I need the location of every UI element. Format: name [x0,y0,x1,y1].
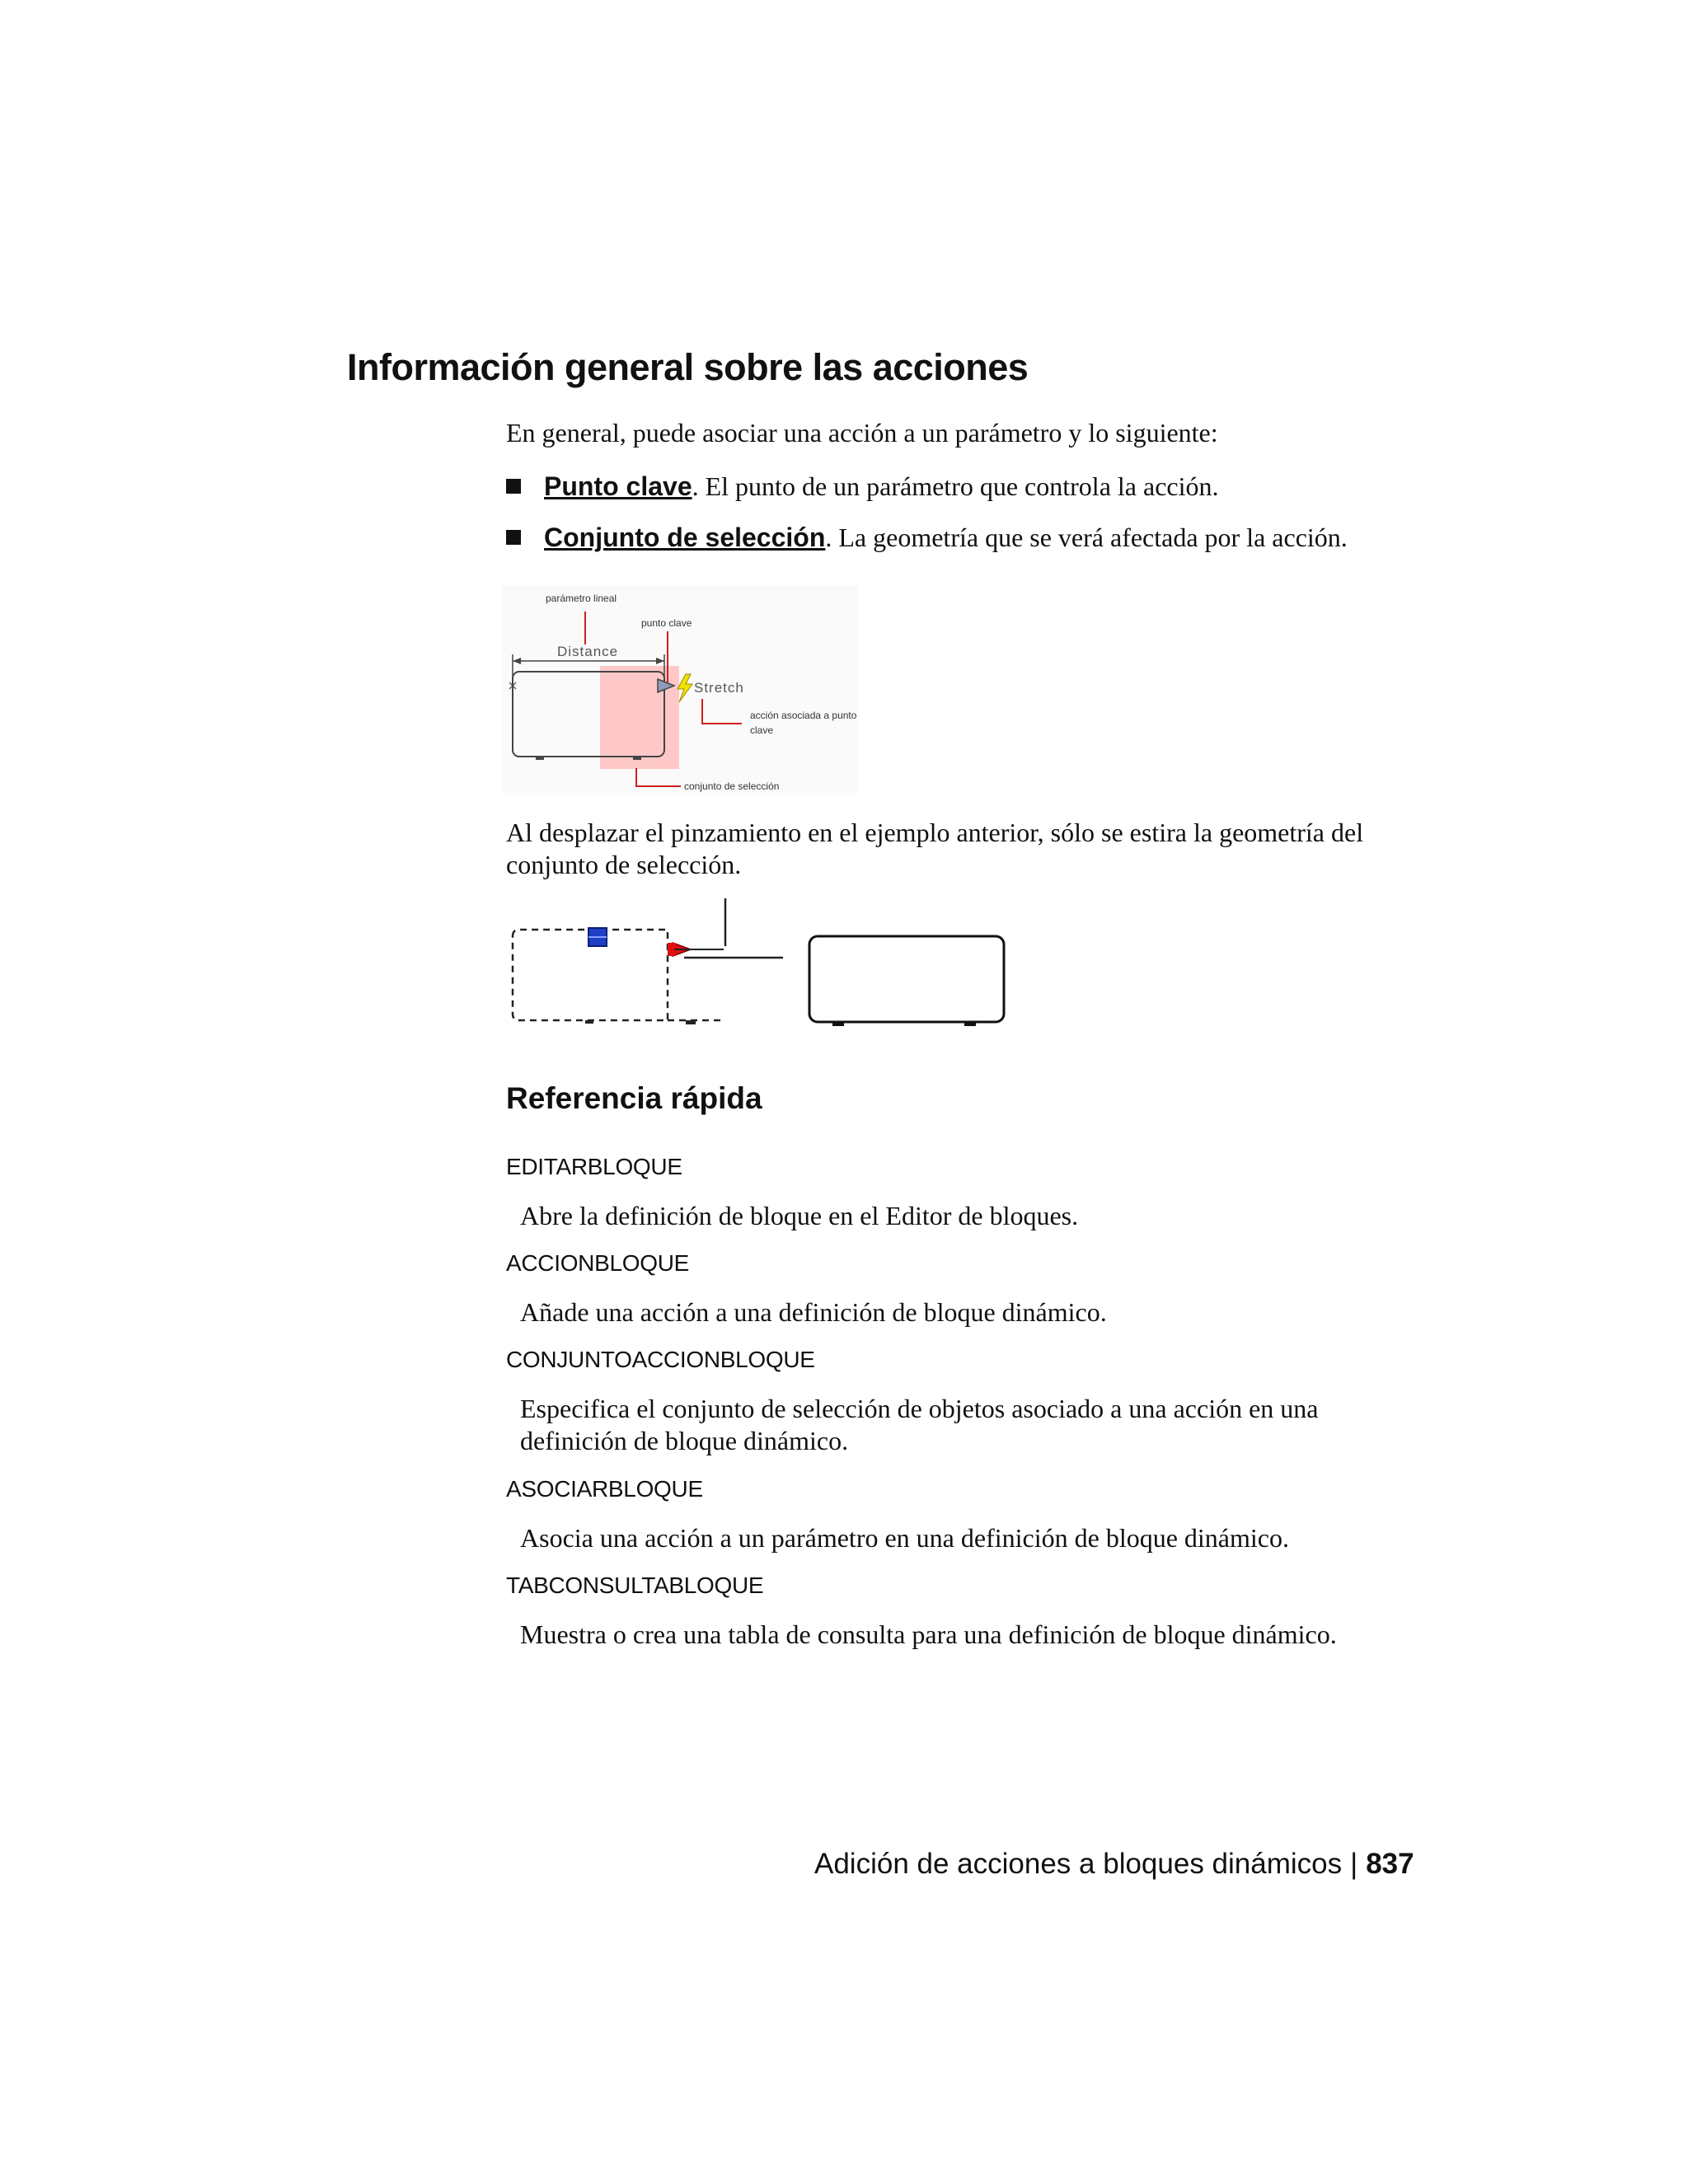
command-description: Asocia una acción a un parámetro en una definición de bloque dinámico. [520,1523,1289,1553]
command-description: Especifica el conjunto de selección de objetos asociado a una acción en una definición de bloque dinámico. [520,1394,1319,1455]
block-foot [633,757,641,760]
label-selection-set: conjunto de selección [684,780,780,792]
page-footer [814,1848,1414,1881]
command-name-link[interactable]: EDITARBLOQUE [506,1154,682,1179]
command-description: Muestra o crea una tabla de consulta para una definición de bloque dinámico. [520,1619,1337,1649]
intro-paragraph: En general, puede asociar una acción a un parámetro y lo siguiente: [506,418,1218,448]
label-stretch: Stretch [694,680,744,696]
key-point-link[interactable]: Punto clave [544,471,692,501]
command-name-link[interactable]: ACCIONBLOQUE [506,1250,689,1276]
label-linear-parameter: parámetro lineal [546,593,617,604]
command-description: Añade una acción a una definición de bloque dinámico. [520,1297,1107,1327]
label-action-line1: acción asociada a punto [750,710,857,721]
quick-reference-heading: Referencia rápida [506,1081,762,1115]
page-number: 837 [1366,1848,1414,1880]
block-foot [832,1022,844,1026]
stretch-explanation-paragraph: Al desplazar el pinzamiento en el ejemplo anterior, sólo se estira la geometría del conjunto de selección. [506,818,1364,879]
block-foot [585,1020,593,1024]
command-name-link[interactable]: TABCONSULTABLOQUE [506,1572,764,1598]
block-foot [536,757,544,760]
stretched-block-geometry [809,936,1004,1022]
bullet-square-icon [506,479,521,494]
footer-separator: | [1350,1848,1358,1880]
stretch-action-diagram [503,585,882,799]
block-foot [964,1022,976,1026]
bullet-text: . La geometría que se verá afectada por la acción. [825,523,1348,552]
bullet-item [506,522,1348,554]
stretch-result-diagram [503,898,1014,1030]
page-title: Información general sobre las acciones [347,346,1029,388]
command-description: Abre la definición de bloque en el Editor de bloques. [520,1201,1079,1230]
footer-chapter-title: Adición de acciones a bloques dinámicos [814,1848,1343,1880]
bullet-square-icon [506,530,521,545]
bullet-item [506,471,1218,503]
selection-set-link[interactable]: Conjunto de selección [544,523,826,552]
label-distance: Distance [557,644,619,659]
label-key-point: punto clave [641,617,692,629]
bullet-text: . El punto de un parámetro que controla la acción. [692,471,1219,501]
command-name-link[interactable]: CONJUNTOACCIONBLOQUE [506,1347,815,1372]
label-action-line2: clave [750,724,774,736]
command-name-link[interactable]: ASOCIARBLOQUE [506,1476,703,1502]
